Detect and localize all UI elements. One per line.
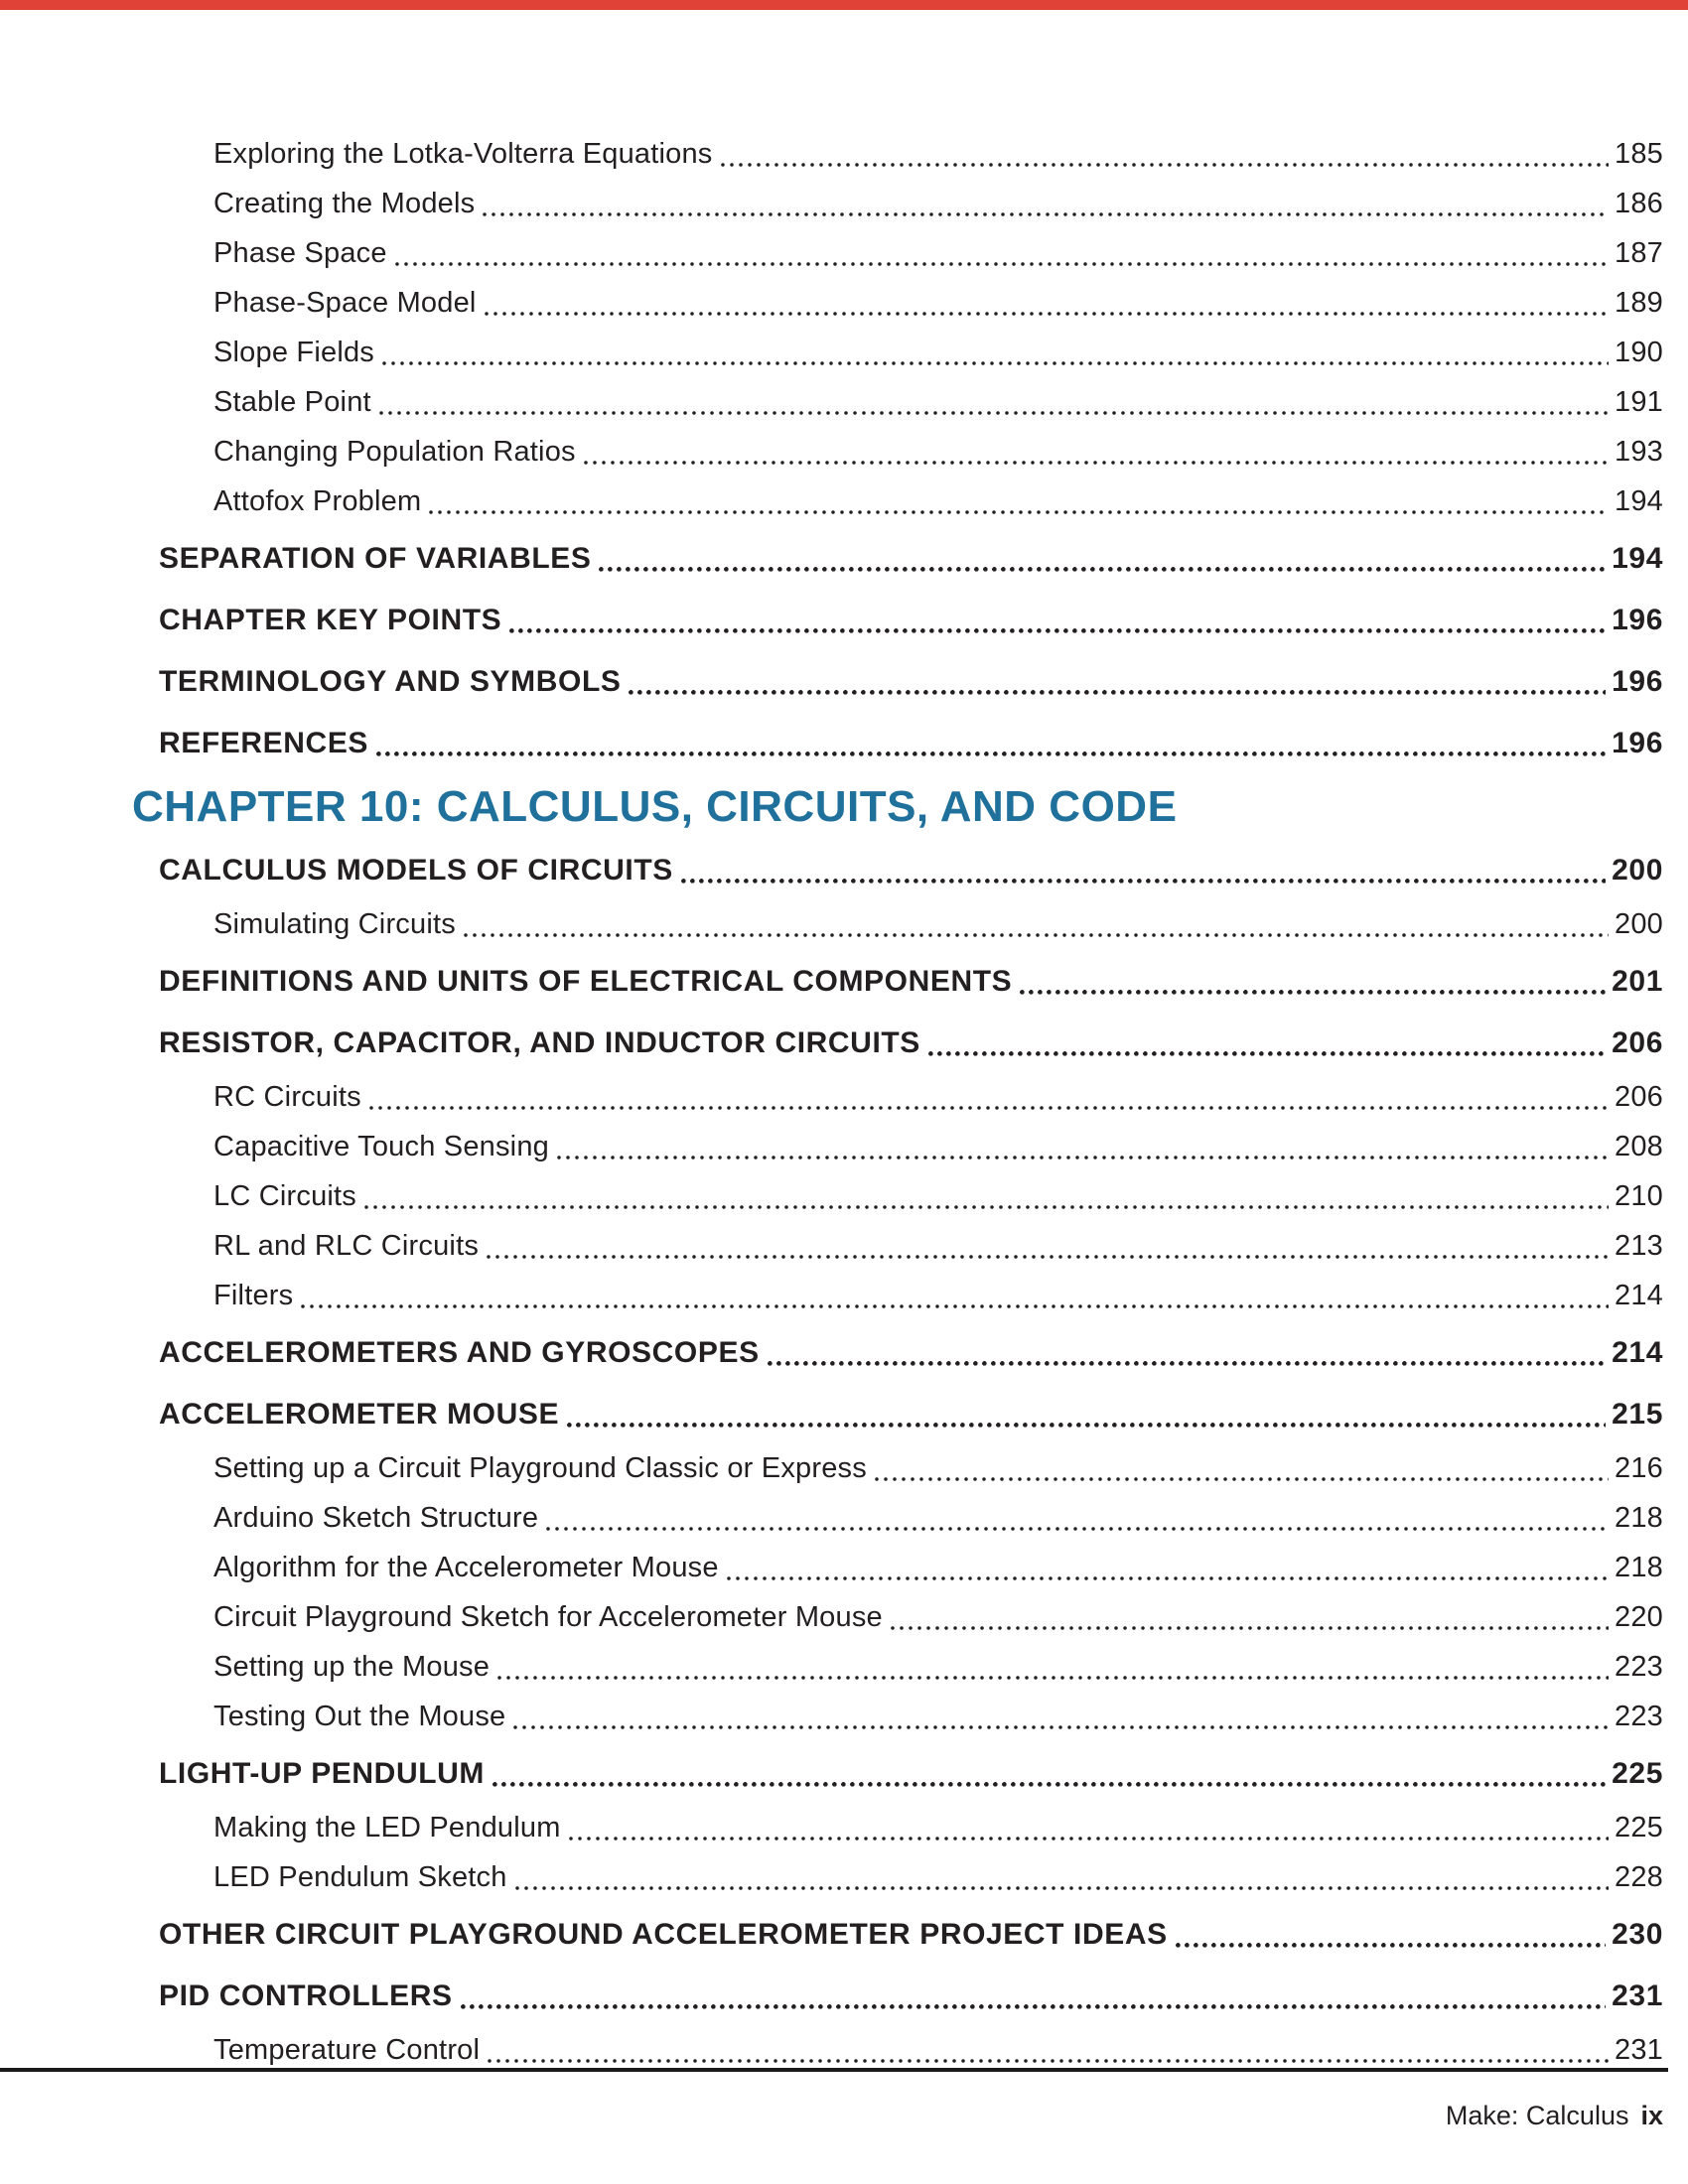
toc-section-header xyxy=(159,965,1663,999)
toc-entry-page-number: 193 xyxy=(1615,436,1663,468)
toc-section-header xyxy=(159,1979,1663,2013)
dot-leader xyxy=(376,749,1606,760)
toc-section-header xyxy=(159,1398,1663,1432)
dot-leader xyxy=(681,876,1606,887)
toc-entry-page-number: 215 xyxy=(1612,1398,1663,1431)
toc-entry-label: CHAPTER KEY POINTS xyxy=(159,604,502,636)
toc-entry-label: Simulating Circuits xyxy=(213,908,456,940)
toc-entry-page-number: 214 xyxy=(1612,1336,1663,1369)
toc-sub-entry xyxy=(159,1652,1663,1684)
toc-entry-label: Algorithm for the Accelerometer Mouse xyxy=(213,1552,719,1583)
dot-leader xyxy=(513,1721,1609,1733)
toc-entry-label: LIGHT-UP PENDULUM xyxy=(159,1757,485,1790)
dot-leader xyxy=(301,1300,1609,1312)
toc-entry-page-number: 187 xyxy=(1615,237,1663,269)
toc-entry-page-number: 196 xyxy=(1612,665,1663,698)
dot-leader xyxy=(891,1622,1609,1634)
toc-sub-entry xyxy=(159,1082,1663,1114)
toc-entry-page-number: 206 xyxy=(1615,1081,1663,1113)
dot-leader xyxy=(768,1358,1606,1370)
toc-entry-label: PID CONTROLLERS xyxy=(159,1979,453,2012)
dot-leader xyxy=(1176,1940,1606,1952)
toc-entry-label: RC Circuits xyxy=(213,1081,361,1113)
toc-entry-label: Filters xyxy=(213,1280,294,1311)
toc-entry-page-number: 228 xyxy=(1615,1861,1663,1893)
toc-entry-label: Attofox Problem xyxy=(213,485,422,517)
toc-sub-entry xyxy=(159,288,1663,320)
dot-leader xyxy=(461,2001,1606,2013)
toc-entry-page-number: 223 xyxy=(1615,1651,1663,1683)
toc-entry-page-number: 196 xyxy=(1612,727,1663,759)
toc-entry-page-number: 231 xyxy=(1612,1979,1663,2012)
toc-sub-entry xyxy=(159,189,1663,220)
toc-entry-label: OTHER CIRCUIT PLAYGROUND ACCELEROMETER PROJECT IDEAS xyxy=(159,1918,1168,1951)
dot-leader xyxy=(569,1833,1609,1844)
toc-entry-page-number: 225 xyxy=(1612,1757,1663,1790)
toc-entry-label: Arduino Sketch Structure xyxy=(213,1502,539,1534)
toc-sub-entry xyxy=(159,909,1663,941)
toc-sub-entry xyxy=(159,1231,1663,1263)
dot-leader xyxy=(488,2055,1609,2067)
dot-leader xyxy=(429,506,1609,518)
toc-entry-page-number: 185 xyxy=(1615,138,1663,170)
dot-leader xyxy=(1020,987,1606,999)
toc-entry-label: Slope Fields xyxy=(213,337,374,368)
toc-entry-label: DEFINITIONS AND UNITS OF ELECTRICAL COMPONENTS xyxy=(159,965,1013,998)
toc-section-header xyxy=(159,665,1663,699)
toc-entry-label: Making the LED Pendulum xyxy=(213,1812,561,1843)
toc-sub-entry xyxy=(159,486,1663,518)
toc-entry-page-number: 213 xyxy=(1615,1230,1663,1262)
toc-section-header xyxy=(159,542,1663,576)
dot-leader xyxy=(487,1251,1609,1263)
toc-section-header xyxy=(159,1026,1663,1060)
dot-leader xyxy=(584,457,1609,469)
chapter-heading: CHAPTER 10: CALCULUS, CIRCUITS, AND CODE xyxy=(132,782,1178,831)
dot-leader xyxy=(509,625,1606,637)
toc-entry-label: Stable Point xyxy=(213,386,371,418)
toc-entry-label: LED Pendulum Sketch xyxy=(213,1861,507,1893)
toc-entry-page-number: 191 xyxy=(1615,386,1663,418)
toc-entry-label: Capacitive Touch Sensing xyxy=(213,1131,549,1162)
toc-section-header xyxy=(159,1757,1663,1791)
toc-entry-page-number: 186 xyxy=(1615,188,1663,219)
toc-entry-page-number: 231 xyxy=(1615,2034,1663,2066)
toc-entry-label: RESISTOR, CAPACITOR, AND INDUCTOR CIRCUITS xyxy=(159,1026,920,1059)
toc-entry-page-number: 208 xyxy=(1615,1131,1663,1162)
dot-leader xyxy=(369,1102,1609,1114)
toc-sub-entry xyxy=(159,1862,1663,1894)
dot-leader xyxy=(497,1672,1609,1684)
toc-entry-page-number: 223 xyxy=(1615,1701,1663,1732)
footer-rule xyxy=(0,2068,1668,2072)
toc-sub-entry xyxy=(159,1602,1663,1634)
toc-sub-entry xyxy=(159,387,1663,419)
toc-entry-page-number: 214 xyxy=(1615,1280,1663,1311)
toc-entry-label: Changing Population Ratios xyxy=(213,436,576,468)
toc-section-header xyxy=(159,604,1663,637)
toc-entry-page-number: 189 xyxy=(1615,287,1663,319)
toc-sub-entry xyxy=(159,1553,1663,1584)
dot-leader xyxy=(557,1152,1609,1163)
toc-entry-label: CALCULUS MODELS OF CIRCUITS xyxy=(159,854,673,887)
dot-leader xyxy=(721,159,1609,171)
footer-book-title: Make: Calculus xyxy=(1445,2101,1629,2130)
toc-sub-entry xyxy=(159,1132,1663,1163)
toc-entry-label: ACCELEROMETER MOUSE xyxy=(159,1398,560,1431)
dot-leader xyxy=(928,1048,1606,1060)
toc-entry-page-number: 225 xyxy=(1615,1812,1663,1843)
toc-entry-label: Phase-Space Model xyxy=(213,287,477,319)
dot-leader xyxy=(364,1201,1609,1213)
toc-section-header xyxy=(159,1336,1663,1370)
dot-leader xyxy=(875,1473,1609,1485)
dot-leader xyxy=(395,258,1609,270)
dot-leader xyxy=(492,1779,1606,1791)
toc-entry-label: REFERENCES xyxy=(159,727,369,759)
toc-entry-page-number: 201 xyxy=(1612,965,1663,998)
toc-entry-label: Circuit Playground Sketch for Accelerometer Mouse xyxy=(213,1601,883,1633)
toc-sub-entry xyxy=(159,1181,1663,1213)
toc-sub-entry xyxy=(159,437,1663,469)
dot-leader xyxy=(629,687,1606,699)
toc-section-header xyxy=(159,1918,1663,1952)
toc-entry-page-number: 216 xyxy=(1615,1452,1663,1484)
toc-entry-page-number: 218 xyxy=(1615,1502,1663,1534)
footer-page-number: ix xyxy=(1640,2101,1663,2130)
toc-entry-page-number: 194 xyxy=(1612,542,1663,575)
toc-sub-entry xyxy=(159,1453,1663,1485)
toc-sub-entry xyxy=(159,139,1663,171)
toc-sub-entry xyxy=(159,1281,1663,1312)
toc-entry-label: Setting up a Circuit Playground Classic or Express xyxy=(213,1452,867,1484)
dot-leader xyxy=(379,407,1609,419)
toc-entry-page-number: 190 xyxy=(1615,337,1663,368)
toc-entry-page-number: 206 xyxy=(1612,1026,1663,1059)
toc-entry-label: LC Circuits xyxy=(213,1180,356,1212)
toc-entry-page-number: 218 xyxy=(1615,1552,1663,1583)
toc-entry-label: Temperature Control xyxy=(213,2034,481,2066)
toc-sub-entry xyxy=(159,338,1663,369)
toc-sub-entry xyxy=(159,2035,1663,2067)
toc-entry-label: Creating the Models xyxy=(213,188,476,219)
dot-leader xyxy=(727,1572,1609,1584)
dot-leader xyxy=(464,929,1609,941)
toc-entry-label: TERMINOLOGY AND SYMBOLS xyxy=(159,665,622,698)
toc-entry-page-number: 196 xyxy=(1612,604,1663,636)
toc-entry-page-number: 220 xyxy=(1615,1601,1663,1633)
toc-sub-entry xyxy=(159,1503,1663,1535)
toc-entry-page-number: 200 xyxy=(1615,908,1663,940)
toc-section-header xyxy=(159,727,1663,760)
toc-entry-label: Testing Out the Mouse xyxy=(213,1701,506,1732)
toc-entry-label: Phase Space xyxy=(213,237,387,269)
dot-leader xyxy=(382,357,1609,369)
toc-entry-page-number: 230 xyxy=(1612,1918,1663,1951)
dot-leader xyxy=(515,1882,1609,1894)
toc-entry-label: SEPARATION OF VARIABLES xyxy=(159,542,592,575)
dot-leader xyxy=(483,208,1609,220)
table-of-contents xyxy=(132,0,1663,2085)
page-footer xyxy=(1446,2101,1663,2131)
dot-leader xyxy=(567,1420,1606,1432)
toc-entry-label: ACCELEROMETERS AND GYROSCOPES xyxy=(159,1336,760,1369)
toc-entry-label: RL and RLC Circuits xyxy=(213,1230,480,1262)
toc-entry-label: Setting up the Mouse xyxy=(213,1651,491,1683)
toc-sub-entry xyxy=(159,238,1663,270)
toc-sub-entry xyxy=(159,1702,1663,1733)
toc-section-header xyxy=(159,854,1663,887)
toc-sub-entry xyxy=(159,1813,1663,1844)
toc-entry-page-number: 200 xyxy=(1612,854,1663,887)
dot-leader xyxy=(546,1523,1609,1535)
toc-entry-page-number: 210 xyxy=(1615,1180,1663,1212)
dot-leader xyxy=(485,308,1609,320)
toc-entry-label: Exploring the Lotka-Volterra Equations xyxy=(213,138,713,170)
toc-entry-page-number: 194 xyxy=(1615,485,1663,517)
dot-leader xyxy=(599,564,1606,576)
